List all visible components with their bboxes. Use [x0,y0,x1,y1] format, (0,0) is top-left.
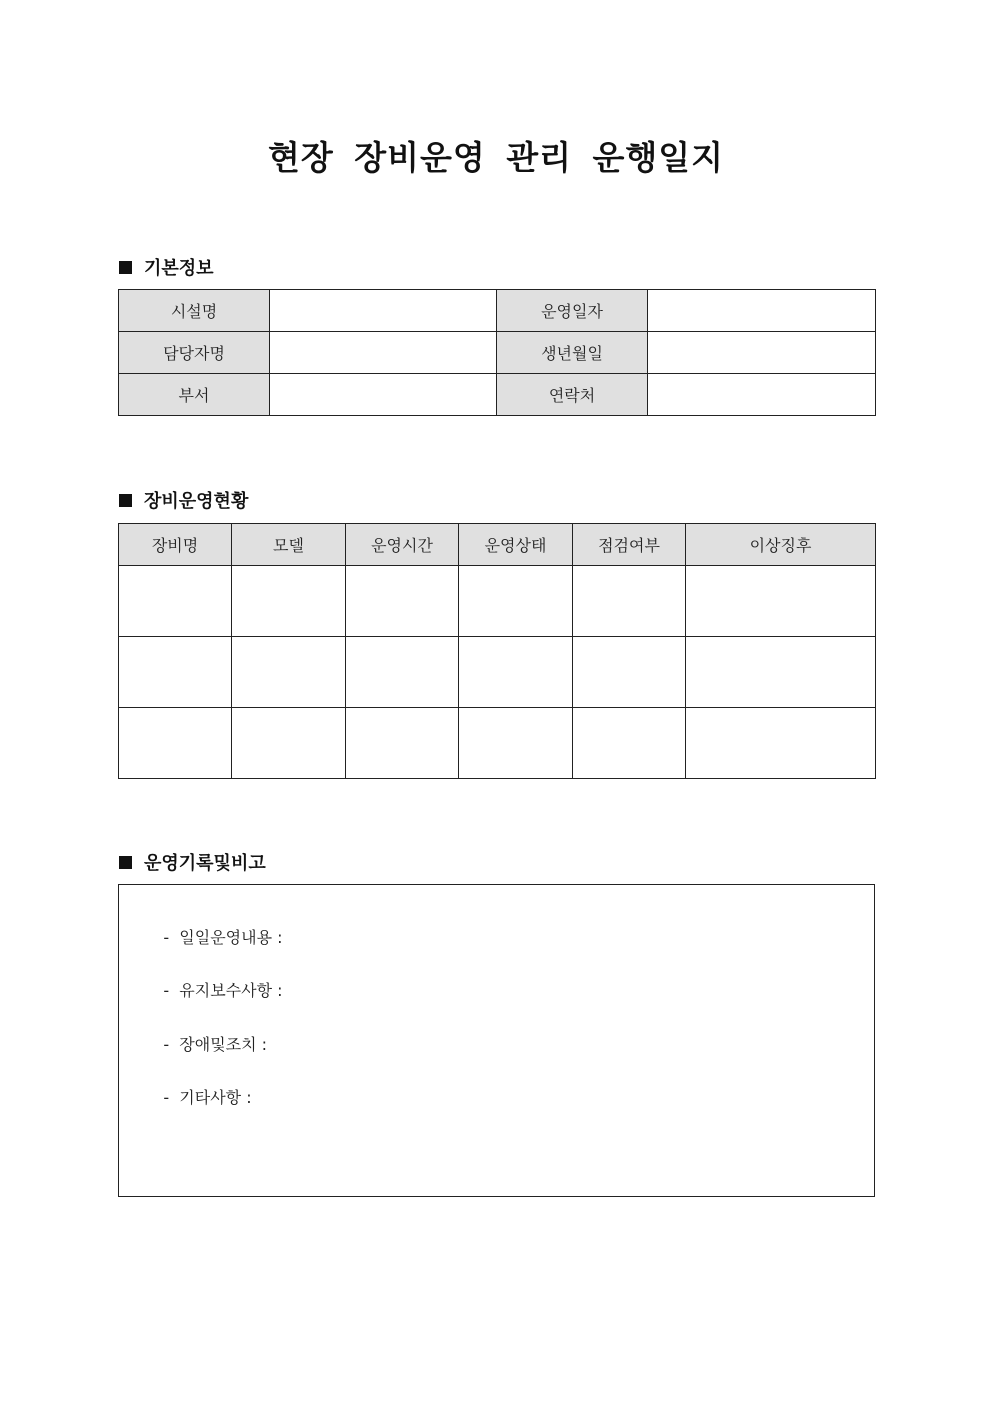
column-header-operating-hours: 운영시간 [346,524,459,566]
basic-info-heading [119,254,214,280]
table-row [119,290,876,332]
table-cell[interactable] [232,637,346,708]
table-cell[interactable] [119,566,232,637]
table-row [119,566,876,637]
table-cell[interactable] [459,708,573,779]
column-header-anomaly: 이상징후 [686,524,876,566]
failure-action-label: - 장애및조치 : [163,1035,268,1054]
square-bullet-icon [119,856,132,869]
birth-date-label: 생년월일 [497,332,648,374]
notes-heading [119,849,266,875]
column-header-equipment-name: 장비명 [119,524,232,566]
table-row [119,332,876,374]
table-cell[interactable] [346,566,459,637]
equipment-status-heading [119,487,248,513]
table-cell[interactable] [119,708,232,779]
table-row [119,374,876,416]
table-row [119,637,876,708]
table-cell[interactable] [232,708,346,779]
department-label: 부서 [119,374,270,416]
operation-date-label: 운영일자 [497,290,648,332]
operation-date-field[interactable] [648,290,876,332]
other-label: - 기타사항 : [163,1088,252,1107]
table-row [119,708,876,779]
notes-heading-text: 운영기록및비고 [144,853,266,874]
table-cell[interactable] [573,566,686,637]
manager-name-label: 담당자명 [119,332,270,374]
table-cell[interactable] [119,637,232,708]
manager-name-field[interactable] [270,332,497,374]
table-cell[interactable] [573,708,686,779]
department-field[interactable] [270,374,497,416]
table-cell[interactable] [686,637,876,708]
table-cell[interactable] [459,566,573,637]
column-header-operating-status: 운영상태 [459,524,573,566]
table-cell[interactable] [346,637,459,708]
table-cell[interactable] [573,637,686,708]
column-header-model: 모델 [232,524,346,566]
equipment-status-heading-text: 장비운영현황 [144,491,249,512]
contact-field[interactable] [648,374,876,416]
other-note [143,1066,252,1146]
equipment-status-table [118,523,876,779]
column-header-inspection: 점검여부 [573,524,686,566]
table-cell[interactable] [686,708,876,779]
table-cell[interactable] [686,566,876,637]
document-title: 현장 장비운영 관리 운행일지 [267,138,724,177]
table-header-row [119,524,876,566]
facility-name-field[interactable] [270,290,497,332]
maintenance-label: - 유지보수사항 : [163,981,283,1000]
birth-date-field[interactable] [648,332,876,374]
table-cell[interactable] [459,637,573,708]
basic-info-table [118,289,876,416]
table-cell[interactable] [232,566,346,637]
square-bullet-icon [119,494,132,507]
basic-info-heading-text: 기본정보 [144,258,214,279]
notes-box[interactable] [118,884,875,1197]
contact-label: 연락처 [497,374,648,416]
square-bullet-icon [119,261,132,274]
facility-name-label: 시설명 [119,290,270,332]
table-cell[interactable] [346,708,459,779]
daily-operation-label: - 일일운영내용 : [163,928,283,947]
